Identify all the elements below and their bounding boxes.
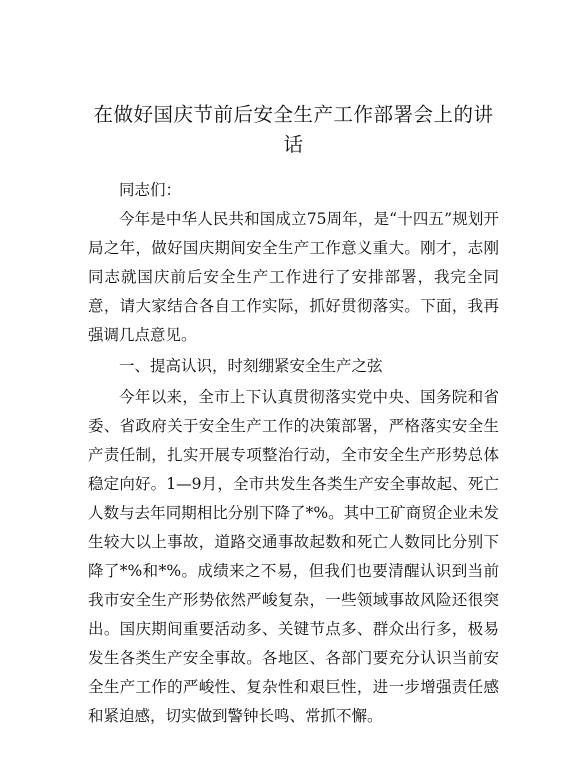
paragraph-body: 今年以来，全市上下认真贯彻落实党中央、国务院和省委、省政府关于安全生产工作的决策部署，严格落实安全生产责任制，扎实开展专项整治行动，全市安全生产形势总体稳定向好。1—9月，全市共发生各类生产安全事故起、死亡人数与去年同期相比分别下降了*%。其中工矿商贸企业未发生较大以上事故，道路交通事故起数和死亡人数同比分别下降了*%和*%。成绩来之不易，但我们也要清醒认识到当前我市安全生产形势依然严峻复杂，一些领域事故风险还很突出。国庆期间重要活动多、关键节点多、群众出行多，极易发生各类生产安全事故。各地区、各部门要充分认识当前安全生产工作的严峻性、复杂性和艰巨性，进一步增强责任感和紧迫感，切实做到警钟长鸣、常抓不懈。 <box>88 388 499 725</box>
salutation: 同志们： <box>119 181 182 199</box>
section-heading: 一、提高认识，时刻绷紧安全生产之弦 <box>119 357 383 375</box>
paragraph-intro: 今年是中华人民共和国成立75周年，是“十四五”规划开局之年，做好国庆期间安全生产工作意义重大。刚才，志刚同志就国庆前后安全生产工作进行了安排部署，我完全同意，请大家结合各自工作实际，抓好贯彻落实。下面，我再强调几点意见。 <box>88 210 499 344</box>
document-title: 在做好国庆节前后安全生产工作部署会上的讲话 <box>93 103 494 156</box>
